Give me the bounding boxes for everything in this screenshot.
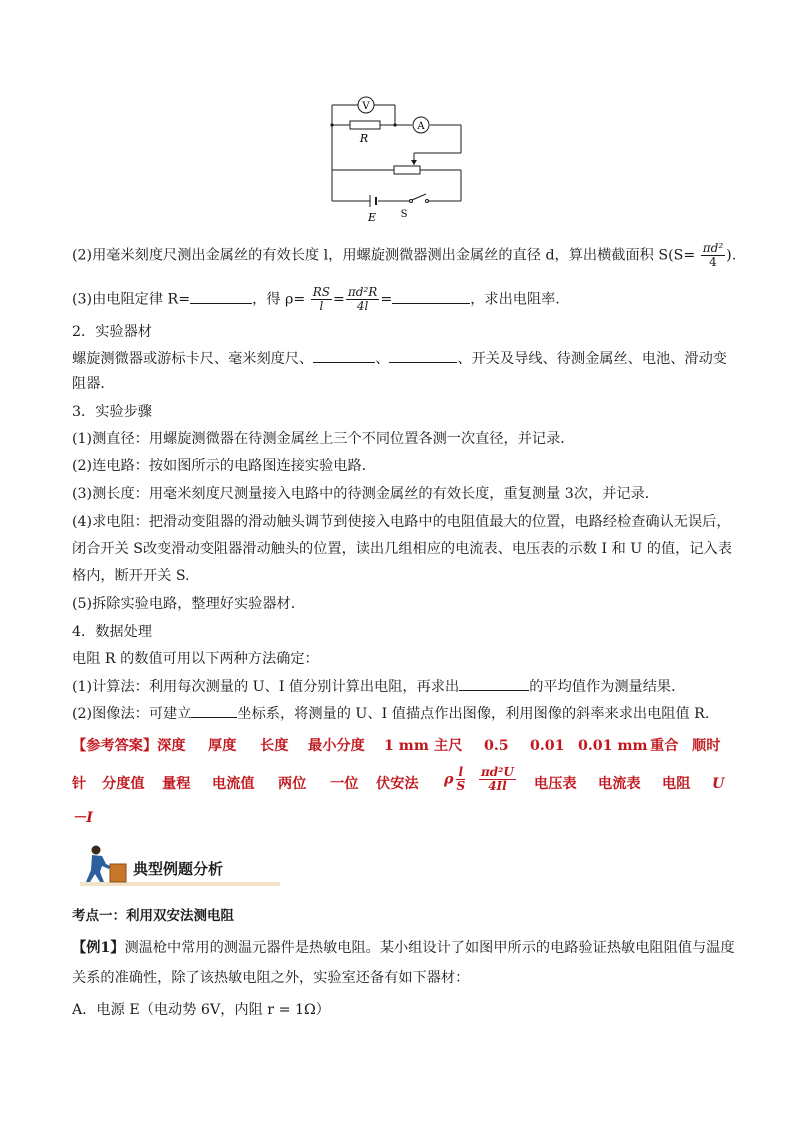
voltmeter-label: V [362,101,370,112]
step-1: (1)测直径：用螺旋测微器在待测金属丝上三个不同位置各测一次直径，并记录． [72,431,575,447]
answer-row-1: 【参考答案】深度 厚度 长度 最小分度 1 mm 主尺 0.5 0.01 0.01 mm 重合 顺时 [72,738,721,754]
heading-materials: 2．实验器材 [72,324,152,340]
switch-label: S [400,209,408,220]
rheostat [394,166,420,174]
circuit-diagram [320,95,470,225]
line-2: (2)用毫米刻度尺测出金属丝的有效长度 l，用螺旋测微器测出金属丝的直径 d，算出横截面积 S(S= $\frac{\text{πd²}}{4}$ ). [72,241,737,269]
resistor-R [350,121,380,129]
heading-data: 4．数据处理 [72,624,152,640]
blank-material-1[interactable] [313,348,375,363]
answer-row-2: 针 分度值 量程 电流值 两位 一位 伏安法 ρ $\frac{l}{S}$ $\frac{\text{πd²U}}{4Il}$ 电压表 电流表 电阻 U [72,765,725,793]
resistor-label: R [359,132,369,145]
battery-label: E [367,211,377,224]
answer-rho-formula: $\frac{\text{πd²U}}{4Il}$ [481,765,514,793]
blank-material-2[interactable] [389,348,457,363]
data-intro: 电阻 R 的数值可用以下两种方法确定： [72,651,319,667]
step-2: (2)连电路：按如图所示的电路图连接实验电路． [72,458,376,474]
line-2-text: (2)用毫米刻度尺测出金属丝的有效长度 l，用螺旋测微器测出金属丝的直径 d，算出横截面积 S(S= [72,247,696,264]
example-topic: 考点一：利用双安法测电阻 [72,908,234,924]
blank-average[interactable] [459,676,529,691]
example-1-line-1: 【例1】测温枪中常用的测温元器件是热敏电阻。某小组设计了如图甲所示的电路验证热敏电阻阻值与温度 [72,940,735,956]
blank-R[interactable] [190,289,252,304]
area-fraction: $\frac{\text{πd²}}{4}$ [702,241,724,269]
line-3: (3)由电阻定律 R= ，得 ρ= $\frac{RS}{l}$ = $\frac{\text{πd²R}}{4l}$ = ，求出电阻率． [72,285,570,313]
answer-rho: ρ $\frac{l}{S}$ [444,765,466,793]
data-method-2: (2)图像法：可建立 坐标系，将测量的 U、I 值描点作出图像，利用图像的斜率来求出电阻值 R. [72,703,732,724]
step-4-line-2: 闭合开关 S改变滑动变阻器滑动触头的位置，读出几组相应的电流表、电压表的示数 I 和 U 的值，记入表 [72,541,732,557]
step-4-line-1: (4)求电阻：把滑动变阻器的滑动触头调节到使接入电路中的电阻值最大的位置，电路经检查确认无误后， [72,514,731,530]
blank-rho[interactable] [392,289,470,304]
section-title: 典型例题分析 [133,860,224,878]
blank-axes[interactable] [191,703,237,718]
example-option-A: A．电源 E（电动势 6V，内阻 r = 1Ω） [72,1002,330,1018]
materials-line-2: 阻器． [72,376,115,392]
data-method-1: (1)计算法：利用每次测量的 U、I 值分别计算出电阻，再求出 的平均值作为测量结果． [72,676,732,697]
switch-S [412,194,426,200]
ammeter-label: A [417,121,425,132]
step-5: (5)拆除实验电路，整理好实验器材． [72,596,305,612]
answer-row-3: －I [72,810,93,826]
step-3: (3)测长度：用毫米刻度尺测量接入电路中的待测金属丝的有效长度，重复测量 3次，并记录． [72,486,659,502]
materials-line-1: 螺旋测微器或游标卡尺、毫米刻度尺、 、 、开关及导线、待测金属丝、电池、滑动变 [72,348,732,369]
step-4-line-3: 格内，断开开关 S. [72,568,190,584]
example-1-line-2: 关系的准确性，除了该热敏电阻之外，实验室还备有如下器材： [72,970,470,986]
rho-fraction-2: $\frac{\text{πd²R}}{4l}$ [347,285,378,313]
heading-steps: 3．实验步骤 [72,404,152,420]
rho-fraction-1: $\frac{RS}{l}$ [312,285,331,313]
